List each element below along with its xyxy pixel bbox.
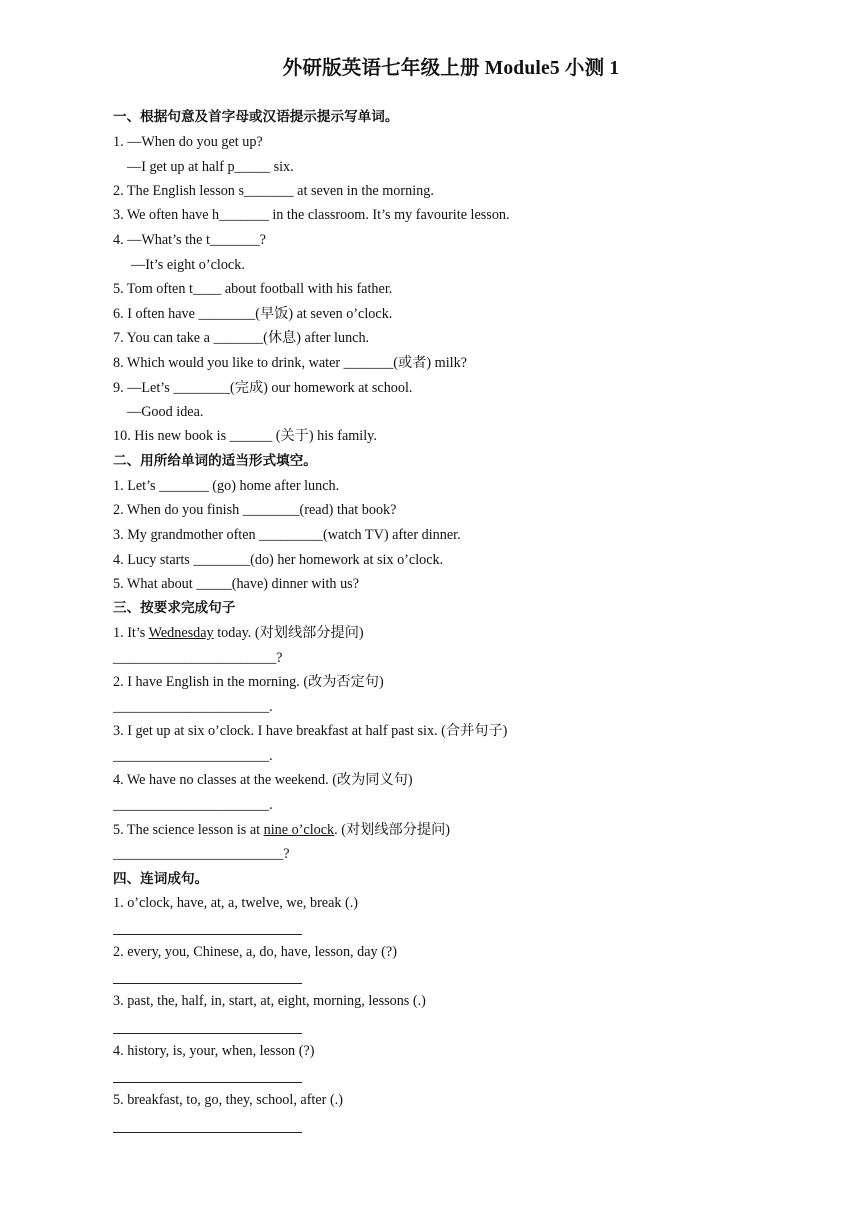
s1-line-3: 2. The English lesson s_______ at seven in the morning. <box>113 183 434 199</box>
section1-heading: 一、根据句意及首字母或汉语提示提示写单词。 <box>113 109 399 125</box>
section2-heading: 二、用所给单词的适当形式填空。 <box>113 453 317 469</box>
s4-answer-rule-2 <box>113 983 302 984</box>
s4-answer-rule-5 <box>113 1132 302 1133</box>
s3-q1-underlined: Wednesday <box>148 625 214 641</box>
s4-answer-rule-4 <box>113 1082 302 1083</box>
s3-q5-post: . (对划线部分提问) <box>334 822 451 838</box>
s1-line-6: —It’s eight o’clock. <box>131 257 245 273</box>
s4-line-3: 3. past, the, half, in, start, at, eight, morning, lessons (.) <box>113 993 426 1009</box>
s3-answer-2: ______________________. <box>113 699 273 715</box>
s1-line-2: —I get up at half p_____ six. <box>127 159 294 175</box>
s1-line-1: 1. —When do you get up? <box>113 134 263 150</box>
s2-line-4: 4. Lucy starts ________(do) her homework at six o’clock. <box>113 552 444 568</box>
s1-line-5: 4. —What’s the t_______? <box>113 232 266 248</box>
s3-answer-5: ________________________? <box>113 846 290 862</box>
s3-answer-4: ______________________. <box>113 797 273 813</box>
s3-q5-underlined: nine o’clock <box>263 822 335 838</box>
s2-line-2: 2. When do you finish ________(read) that book? <box>113 502 397 518</box>
s1-line-7: 5. Tom often t____ about football with his father. <box>113 281 393 297</box>
s3-answer-1: _______________________? <box>113 650 283 666</box>
s3-question-4: 4. We have no classes at the weekend. (改为同义句) <box>113 772 413 788</box>
section4-heading: 四、连词成句。 <box>113 871 209 887</box>
s3-question-2: 2. I have English in the morning. (改为否定句) <box>113 674 384 690</box>
s1-line-8: 6. I often have ________(早饭) at seven o’clock. <box>113 306 393 322</box>
section3-heading: 三、按要求完成句子 <box>113 600 236 616</box>
s1-line-10: 8. Which would you like to drink, water _______(或者) milk? <box>113 355 467 371</box>
s4-line-4: 4. history, is, your, when, lesson (?) <box>113 1043 315 1059</box>
s1-line-9: 7. You can take a _______(休息) after lunch. <box>113 330 370 346</box>
s2-line-1: 1. Let’s _______ (go) home after lunch. <box>113 478 340 494</box>
s2-line-3: 3. My grandmother often _________(watch TV) after dinner. <box>113 527 461 543</box>
s1-line-4: 3. We often have h_______ in the classroom. It’s my favourite lesson. <box>113 207 510 223</box>
s3-answer-3: ______________________. <box>113 748 273 764</box>
s4-line-5: 5. breakfast, to, go, they, school, after (.) <box>113 1092 343 1108</box>
s4-line-1: 1. o’clock, have, at, a, twelve, we, break (.) <box>113 895 359 911</box>
s1-line-13: 10. His new book is ______ (关于) his family. <box>113 428 377 444</box>
s1-line-12: —Good idea. <box>127 404 204 420</box>
s4-answer-rule-3 <box>113 1033 302 1034</box>
s3-q5-pre: 5. The science lesson is at <box>113 822 264 838</box>
s1-line-11: 9. —Let’s ________(完成) our homework at school. <box>113 380 413 396</box>
s3-q1-post: today. (对划线部分提问) <box>213 625 364 641</box>
s4-line-2: 2. every, you, Chinese, a, do, have, lesson, day (?) <box>113 944 397 960</box>
s3-question-1 <box>113 624 364 642</box>
s2-line-5: 5. What about _____(have) dinner with us? <box>113 576 359 592</box>
s3-question-5 <box>113 821 450 839</box>
s3-q1-pre: 1. It’s <box>113 625 149 641</box>
page-title: 外研版英语七年级上册 Module5 小测 1 <box>282 58 620 79</box>
s3-question-3: 3. I get up at six o’clock. I have breakfast at half past six. (合并句子) <box>113 723 508 739</box>
s4-answer-rule-1 <box>113 934 302 935</box>
